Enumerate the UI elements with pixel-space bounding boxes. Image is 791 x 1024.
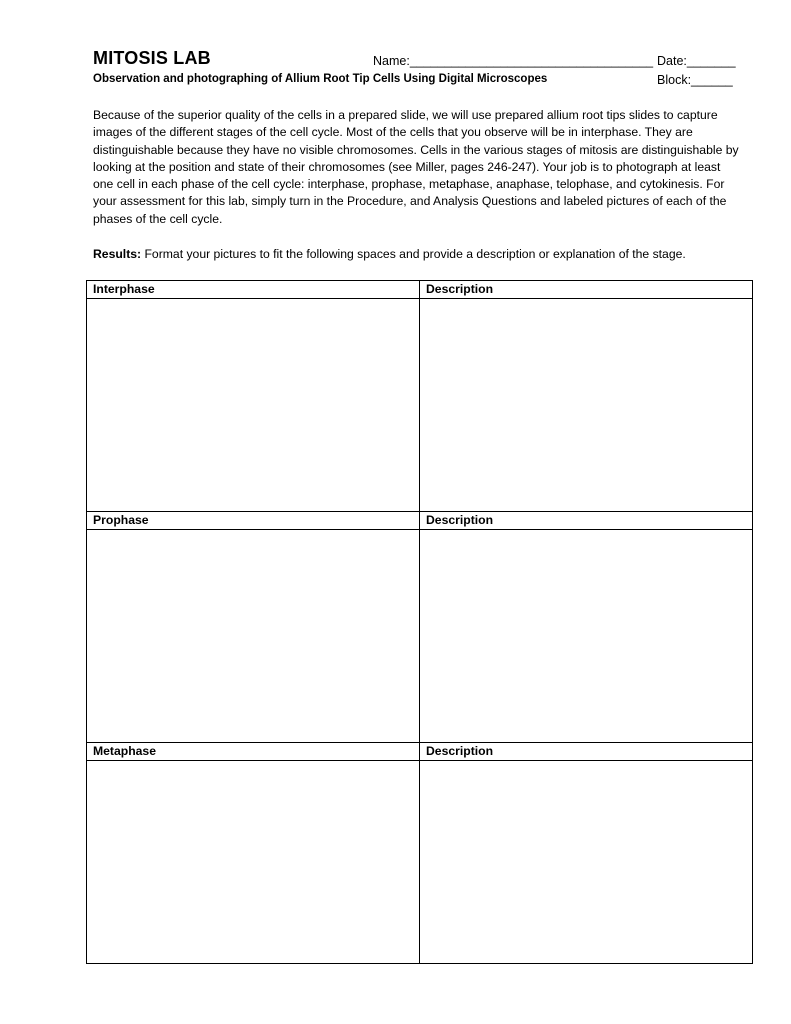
description-header: Description	[420, 512, 753, 530]
photo-cell-prophase[interactable]	[87, 530, 420, 743]
photo-cell-metaphase[interactable]	[87, 761, 420, 964]
description-header: Description	[420, 281, 753, 299]
phase-header-interphase: Interphase	[87, 281, 420, 299]
table-row	[87, 530, 753, 743]
page-title: MITOSIS LAB	[93, 48, 211, 68]
table-row	[87, 299, 753, 512]
phase-header-metaphase: Metaphase	[87, 743, 420, 761]
description-cell-interphase[interactable]	[420, 299, 753, 512]
name-field[interactable]: Name:___________________________________	[373, 54, 654, 68]
table-header-row	[87, 512, 753, 530]
page-subtitle: Observation and photographing of Allium Root Tip Cells Using Digital Microscopes	[93, 73, 548, 85]
results-text: Format your pictures to fit the following spaces and provide a description or explanation of the stage.	[141, 247, 686, 261]
table-row	[87, 761, 753, 964]
intro-paragraph: Because of the superior quality of the cells in a prepared slide, we will use prepared allium root tips slides to capture images of the different stages of the cell cycle. Most of the cells that you observe will be in interphase. They are distinguishable because they have no visible chromosomes. Cells in the various stages of mitosis are distinguishable by looking at the position and state of their chromosomes (see Miller, pages 246-247). Your job is to photograph at least one cell in each phase of the cell cycle: interphase, prophase, metaphase, anaphase, telophase, and cytokinesis. For your assessment for this lab, simply turn in the Procedure, and Analysis Questions and labeled pictures of each of the phases of the cell cycle.	[93, 108, 739, 226]
phase-header-prophase: Prophase	[87, 512, 420, 530]
description-header: Description	[420, 743, 753, 761]
description-cell-prophase[interactable]	[420, 530, 753, 743]
table-header-row	[87, 281, 753, 299]
phases-table	[86, 280, 753, 964]
table-header-row	[87, 743, 753, 761]
date-field[interactable]: Date:_______	[657, 54, 736, 68]
photo-cell-interphase[interactable]	[87, 299, 420, 512]
results-label: Results:	[93, 247, 142, 261]
description-cell-metaphase[interactable]	[420, 761, 753, 964]
block-field[interactable]: Block:______	[657, 73, 733, 87]
results-instructions	[93, 246, 753, 263]
